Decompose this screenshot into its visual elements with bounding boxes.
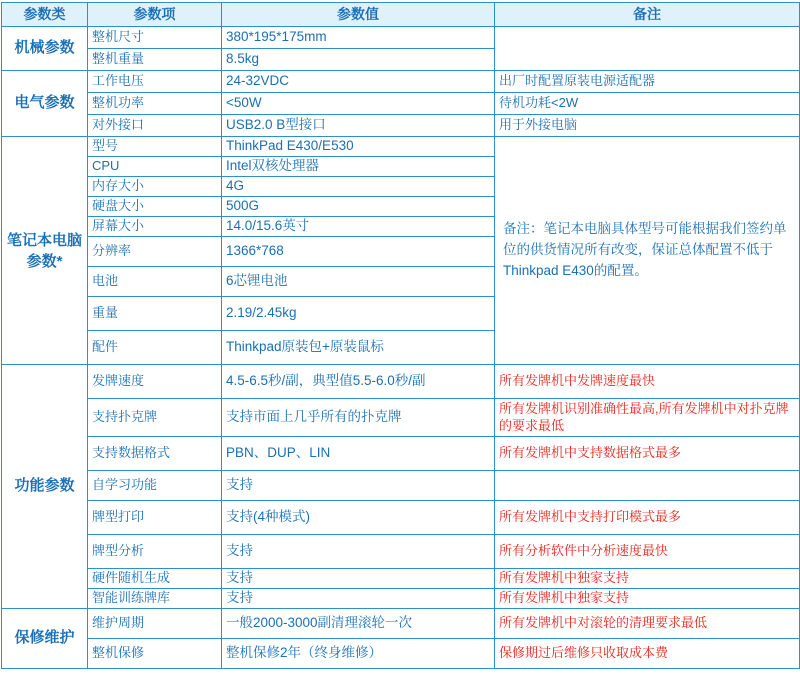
item-value: 支持市面上几乎所有的扑克牌 bbox=[222, 399, 495, 437]
item-value: Intel双核处理器 bbox=[222, 157, 495, 177]
table-row bbox=[2, 137, 800, 157]
item-value: 24-32VDC bbox=[222, 71, 495, 93]
table-row bbox=[2, 569, 800, 589]
table-row bbox=[2, 501, 800, 535]
laptop-merged-note: 备注：笔记本电脑具体型号可能根据我们签约单位的供货情况所有改变，保证总体配置不低于Thinkpad E430的配置。 bbox=[495, 137, 800, 365]
spec-table bbox=[1, 2, 800, 669]
item-note: 用于外接电脑 bbox=[495, 115, 800, 137]
category-function: 功能参数 bbox=[2, 365, 88, 609]
table-row bbox=[2, 27, 800, 49]
item-value: 4G bbox=[222, 177, 495, 197]
table-row bbox=[2, 535, 800, 569]
item-label: 整机重量 bbox=[88, 49, 222, 71]
item-value: 8.5kg bbox=[222, 49, 495, 71]
item-label: 支持扑克牌 bbox=[88, 399, 222, 437]
item-label: 智能训练牌库 bbox=[88, 589, 222, 609]
table-row bbox=[2, 589, 800, 609]
item-note: 所有发牌机识别准确性最高,所有发牌机中对扑克牌的要求最低 bbox=[495, 399, 800, 437]
item-label: 硬件随机生成 bbox=[88, 569, 222, 589]
item-label: 自学习功能 bbox=[88, 471, 222, 501]
item-note: 出厂时配置原装电源适配器 bbox=[495, 71, 800, 93]
item-value: 14.0/15.6英寸 bbox=[222, 217, 495, 237]
item-note: 保修期过后维修只收取成本费 bbox=[495, 639, 800, 669]
item-note: 所有发牌机中独家支持 bbox=[495, 589, 800, 609]
item-label: CPU bbox=[88, 157, 222, 177]
item-note: 待机功耗<2W bbox=[495, 93, 800, 115]
item-label: 硬盘大小 bbox=[88, 197, 222, 217]
table-row bbox=[2, 639, 800, 669]
item-note: 所有发牌机中支持打印模式最多 bbox=[495, 501, 800, 535]
item-label: 整机尺寸 bbox=[88, 27, 222, 49]
item-label: 工作电压 bbox=[88, 71, 222, 93]
table-row bbox=[2, 71, 800, 93]
table-header-row bbox=[2, 3, 800, 27]
category-laptop: 笔记本电脑参数* bbox=[2, 137, 88, 365]
item-label: 屏幕大小 bbox=[88, 217, 222, 237]
item-value: 2.19/2.45kg bbox=[222, 297, 495, 331]
category-electrical: 电气参数 bbox=[2, 71, 88, 137]
item-value: <50W bbox=[222, 93, 495, 115]
item-label: 维护周期 bbox=[88, 609, 222, 639]
category-mechanical: 机械参数 bbox=[2, 27, 88, 71]
item-note: 所有分析软件中分析速度最快 bbox=[495, 535, 800, 569]
table-row bbox=[2, 609, 800, 639]
header-value: 参数值 bbox=[222, 3, 495, 27]
item-value: 4.5-6.5秒/副，典型值5.5-6.0秒/副 bbox=[222, 365, 495, 399]
item-value: 6芯锂电池 bbox=[222, 267, 495, 297]
item-value: ThinkPad E430/E530 bbox=[222, 137, 495, 157]
item-value: 一般2000-3000副清理滚轮一次 bbox=[222, 609, 495, 639]
table-row bbox=[2, 93, 800, 115]
table-row bbox=[2, 115, 800, 137]
item-label: 重量 bbox=[88, 297, 222, 331]
item-value: 500G bbox=[222, 197, 495, 217]
item-label: 分辨率 bbox=[88, 237, 222, 267]
header-note: 备注 bbox=[495, 3, 800, 27]
item-value: 支持(4种模式) bbox=[222, 501, 495, 535]
item-note bbox=[495, 27, 800, 71]
item-value: 支持 bbox=[222, 535, 495, 569]
item-value: 380*195*175mm bbox=[222, 27, 495, 49]
item-value: 支持 bbox=[222, 471, 495, 501]
spec-sheet bbox=[0, 2, 800, 693]
item-label: 整机保修 bbox=[88, 639, 222, 669]
category-warranty: 保修维护 bbox=[2, 609, 88, 669]
item-label: 电池 bbox=[88, 267, 222, 297]
table-row bbox=[2, 365, 800, 399]
item-note: 所有发牌机中独家支持 bbox=[495, 569, 800, 589]
item-value: 1366*768 bbox=[222, 237, 495, 267]
item-note bbox=[495, 471, 800, 501]
item-value: PBN、DUP、LIN bbox=[222, 437, 495, 471]
item-label: 支持数据格式 bbox=[88, 437, 222, 471]
table-row bbox=[2, 437, 800, 471]
item-label: 发牌速度 bbox=[88, 365, 222, 399]
table-row bbox=[2, 471, 800, 501]
item-value: 支持 bbox=[222, 569, 495, 589]
item-note: 所有发牌机中支持数据格式最多 bbox=[495, 437, 800, 471]
item-value: Thinkpad原装包+原装鼠标 bbox=[222, 331, 495, 365]
header-item: 参数项 bbox=[88, 3, 222, 27]
item-value: 支持 bbox=[222, 589, 495, 609]
item-label: 型号 bbox=[88, 137, 222, 157]
item-label: 内存大小 bbox=[88, 177, 222, 197]
item-note: 所有发牌机中对滚轮的清理要求最低 bbox=[495, 609, 800, 639]
item-label: 牌型分析 bbox=[88, 535, 222, 569]
item-label: 牌型打印 bbox=[88, 501, 222, 535]
item-label: 整机功率 bbox=[88, 93, 222, 115]
item-note: 所有发牌机中发牌速度最快 bbox=[495, 365, 800, 399]
item-value: USB2.0 B型接口 bbox=[222, 115, 495, 137]
header-category: 参数类 bbox=[2, 3, 88, 27]
item-label: 配件 bbox=[88, 331, 222, 365]
item-value: 整机保修2年（终身维修） bbox=[222, 639, 495, 669]
table-row bbox=[2, 399, 800, 437]
item-label: 对外接口 bbox=[88, 115, 222, 137]
